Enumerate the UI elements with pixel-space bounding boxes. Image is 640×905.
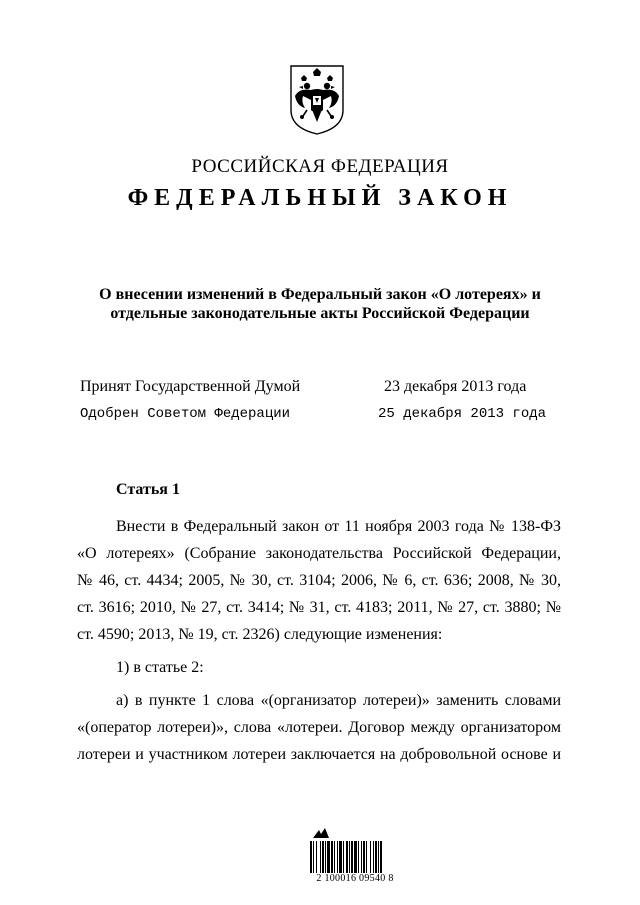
paragraph-line: № 46, ст. 4434; 2005, № 30, ст. 3104; 2006, № 6, ст. 636; 2008, № 30, (77, 572, 561, 589)
paragraph-line: Внести в Федеральный закон от 11 ноября 2003 года № 138-ФЗ (116, 518, 561, 535)
adoption-duma-date: 23 декабря 2013 года (384, 378, 527, 395)
barcode (300, 826, 410, 886)
law-title-line: отдельные законодательные акты Российской Федерации (110, 305, 530, 322)
adoption-council-label: Одобрен Советом Федерации (80, 406, 291, 422)
barcode-mark-icon (311, 826, 331, 840)
barcode-bars-icon (310, 841, 398, 873)
paragraph-line: «(оператор лотереи)», слова «лотереи. Договор между организатором (77, 719, 561, 736)
paragraph-line: «О лотереях» (Собрание законодательства Российской Федерации, (77, 545, 561, 562)
article-heading: Статья 1 (116, 481, 180, 498)
barcode-number: 2 100016 09540 8 (316, 873, 394, 884)
paragraph-line: лотереи и участником лотереи заключается на добровольной основе и (77, 746, 561, 763)
country-name: РОССИЙСКАЯ ФЕДЕРАЦИЯ (191, 156, 449, 177)
list-item-1: 1) в статье 2: (116, 659, 204, 676)
adoption-duma-label: Принят Государственной Думой (80, 378, 301, 395)
document-type: ФЕДЕРАЛЬНЫЙ ЗАКОН (127, 185, 513, 211)
law-title-line: О внесении изменений в Федеральный закон «О лотереях» и (99, 286, 541, 303)
paragraph-line: ст. 4590; 2013, № 19, ст. 2326) следующие изменения: (77, 626, 443, 643)
coat-of-arms-icon (287, 62, 347, 137)
article-body (77, 513, 561, 768)
paragraph-line: ст. 3616; 2010, № 27, ст. 3414; № 31, ст. 4183; 2011, № 27, ст. 3880; № (77, 599, 561, 616)
paragraph-line: а) в пункте 1 слова «(организатор лотереи)» заменить словами (116, 692, 561, 709)
law-title (0, 285, 640, 323)
adoption-council-date: 25 декабря 2013 года (378, 406, 547, 422)
